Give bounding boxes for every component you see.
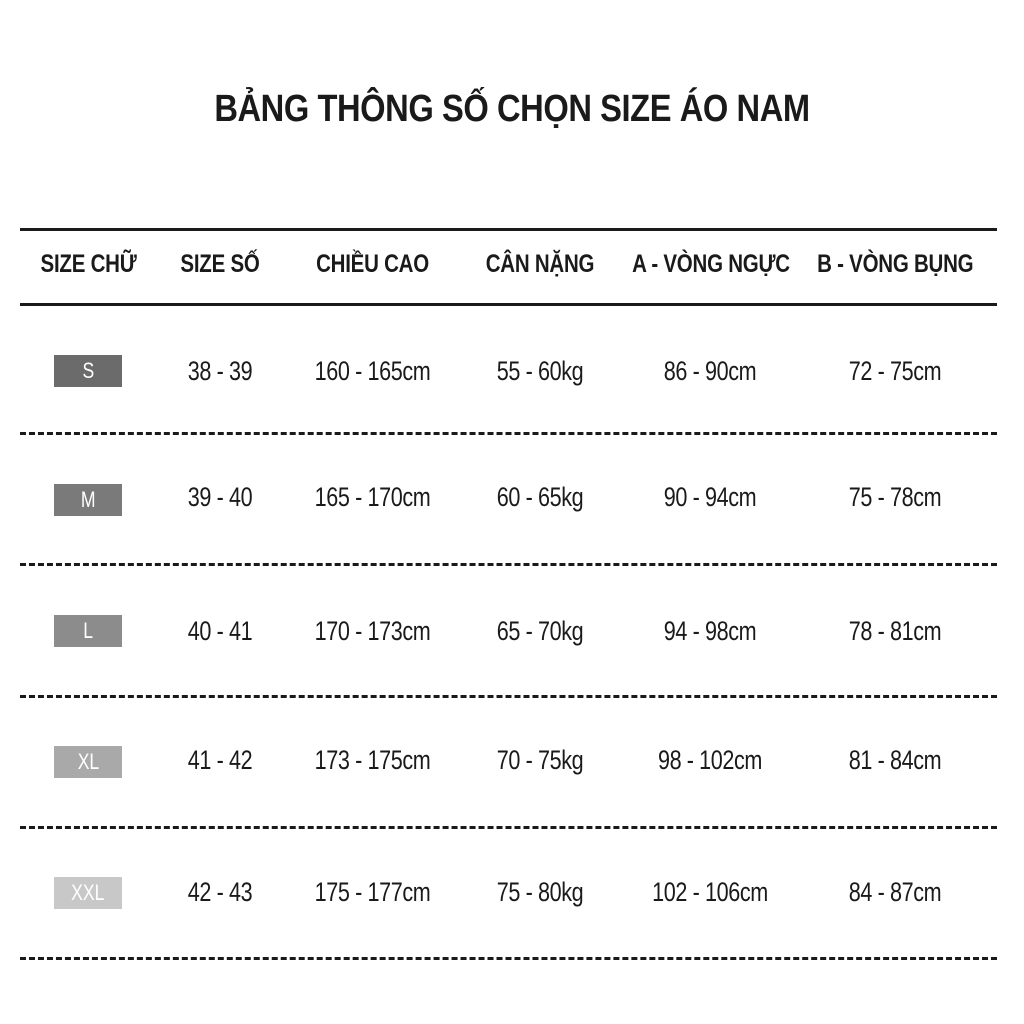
height-cell: 160 - 165cm xyxy=(314,356,431,386)
waist-cell: 81 - 84cm xyxy=(848,745,942,775)
chest-cell: 86 - 90cm xyxy=(663,356,757,386)
row-divider xyxy=(20,957,997,960)
height-cell: 175 - 177cm xyxy=(314,877,431,907)
row-divider xyxy=(20,695,997,698)
weight-cell: 60 - 65kg xyxy=(496,482,584,512)
height-cell: 170 - 173cm xyxy=(314,616,431,646)
size-number-cell: 39 - 40 xyxy=(187,482,253,512)
size-number-cell: 41 - 42 xyxy=(187,745,253,775)
row-divider xyxy=(20,563,997,566)
size-badge: L xyxy=(54,615,122,647)
weight-cell: 70 - 75kg xyxy=(496,745,584,775)
row-divider xyxy=(20,432,997,435)
header-size-number: SIZE SỐ xyxy=(180,250,260,278)
chest-cell: 102 - 106cm xyxy=(652,877,768,907)
waist-cell: 78 - 81cm xyxy=(848,616,942,646)
chest-cell: 90 - 94cm xyxy=(663,482,757,512)
row-divider xyxy=(20,826,997,829)
weight-cell: 65 - 70kg xyxy=(496,616,584,646)
chest-cell: 98 - 102cm xyxy=(657,745,763,775)
size-badge: XXL xyxy=(54,877,122,909)
page-title: BẢNG THÔNG SỐ CHỌN SIZE ÁO NAM xyxy=(214,88,810,130)
waist-cell: 72 - 75cm xyxy=(848,356,942,386)
height-cell: 173 - 175cm xyxy=(314,745,431,775)
header-waist: B - VÒNG BỤNG xyxy=(817,250,974,278)
header-size-letter: SIZE CHỮ xyxy=(40,250,137,278)
weight-cell: 75 - 80kg xyxy=(496,877,584,907)
size-number-cell: 38 - 39 xyxy=(187,356,253,386)
size-number-cell: 42 - 43 xyxy=(187,877,253,907)
size-badge: XL xyxy=(54,746,122,778)
chest-cell: 94 - 98cm xyxy=(663,616,757,646)
header-top-rule xyxy=(20,228,997,231)
weight-cell: 55 - 60kg xyxy=(496,356,584,386)
header-height: CHIỀU CAO xyxy=(316,250,429,278)
size-badge: M xyxy=(54,484,122,516)
height-cell: 165 - 170cm xyxy=(314,482,431,512)
header-weight: CÂN NẶNG xyxy=(485,250,595,278)
size-number-cell: 40 - 41 xyxy=(187,616,253,646)
header-bottom-rule xyxy=(20,303,997,306)
header-chest: A - VÒNG NGỰC xyxy=(632,250,790,278)
waist-cell: 84 - 87cm xyxy=(848,877,942,907)
waist-cell: 75 - 78cm xyxy=(848,482,942,512)
size-badge: S xyxy=(54,355,122,387)
